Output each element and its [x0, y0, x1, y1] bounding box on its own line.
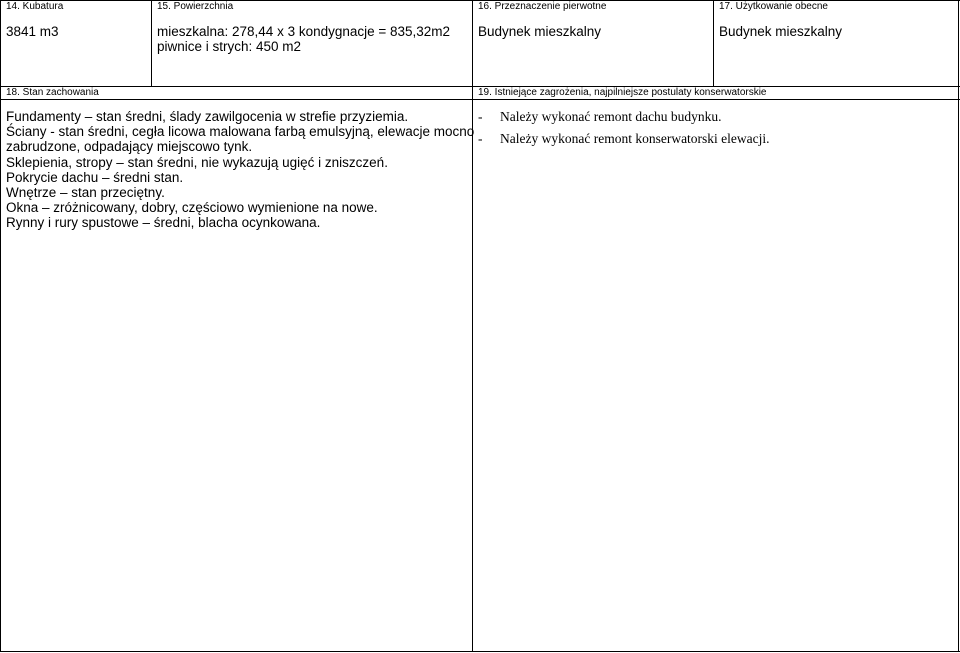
stan-label: 18. Stan zachowania [6, 87, 99, 98]
list-marker: - [478, 109, 483, 124]
kubatura-value: 3841 m3 [6, 24, 59, 39]
row2-label-underline [0, 99, 960, 100]
zagrozenia-label: 19. Istniejące zagrożenia, najpilniejsze postulaty konserwatorskie [478, 87, 767, 98]
postulaty-list [478, 106, 770, 150]
kubatura-label: 14. Kubatura [6, 1, 64, 12]
przeznaczenie-value: Budynek mieszkalny [478, 24, 602, 39]
stan-line: Pokrycie dachu – średni stan. [6, 169, 184, 185]
stan-line: Wnętrze – stan przeciętny. [6, 185, 165, 201]
powierzchnia-line-1: mieszkalna: 278,44 x 3 kondygnacje = 835,32m2 [157, 24, 451, 39]
uzytkowanie-value: Budynek mieszkalny [719, 24, 843, 39]
powierzchnia-line-2: piwnice i strych: 450 m2 [157, 39, 302, 54]
list-item-text: Należy wykonać remont konserwatorski elewacji. [500, 131, 770, 146]
powierzchnia-label: 15. Powierzchnia [157, 1, 234, 12]
list-marker: - [478, 131, 483, 146]
right-border [958, 0, 959, 652]
stan-description [6, 109, 474, 231]
przeznaczenie-label: 16. Przeznaczenie pierwotne [478, 1, 607, 12]
stan-line: Sklepienia, stropy – stan średni, nie wykazują ugięć i zniszczeń. [6, 154, 388, 170]
list-item [478, 106, 770, 128]
stan-line: Okna – zróżnicowany, dobry, częściowo wymienione na nowe. [6, 200, 378, 216]
col1-divider [151, 0, 152, 87]
list-item-text: Należy wykonać remont dachu budynku. [500, 109, 722, 124]
stan-line: Fundamenty – stan średni, ślady zawilgocenia w strefie przyziemia. [6, 109, 409, 124]
center-divider [472, 0, 473, 652]
list-item [478, 128, 770, 150]
col3-divider [713, 0, 714, 87]
stan-line: Ściany - stan średni, cegła licowa malowana farbą emulsyjną, elewacje mocno [6, 124, 475, 140]
uzytkowanie-label: 17. Użytkowanie obecne [719, 1, 828, 12]
bottom-border [0, 651, 960, 652]
stan-line: Rynny i rury spustowe – średni, blacha ocynkowana. [6, 215, 321, 231]
stan-line: zabrudzone, odpadający miejscowo tynk. [6, 139, 253, 155]
left-border [0, 0, 1, 652]
